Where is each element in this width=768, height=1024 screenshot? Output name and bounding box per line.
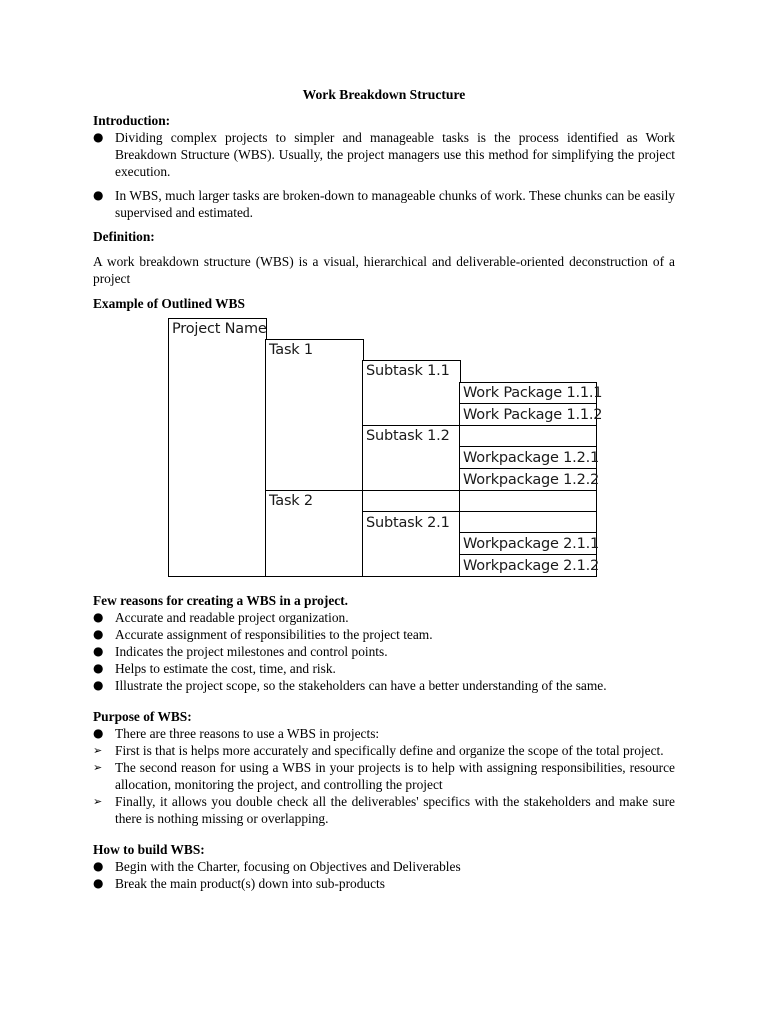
- bullet-icon: [93, 643, 109, 660]
- document-title: Work Breakdown Structure: [302, 87, 466, 102]
- bullet-icon: [93, 660, 109, 677]
- list-item: ● Dividing complex projects to simpler and manageable tasks is the process identified as Work Breakdown Structure (WBS). Usually, the project managers use this method for simplifying the project execution.: [93, 129, 675, 180]
- wbs-wp212-label: Workpackage 2.1.2: [463, 558, 600, 574]
- reasons-heading: Few reasons for creating a WBS in a project.: [93, 593, 349, 608]
- purpose-list: [93, 725, 675, 742]
- wbs-project-cell: [168, 318, 267, 577]
- wbs-task2-row-end-cell: [459, 490, 597, 512]
- wbs-diagram: [93, 318, 675, 584]
- bullet-icon: [93, 187, 109, 204]
- list-item: ● In WBS, much larger tasks are broken-down to manageable chunks of work. These chunks can be easily supervised and estimated.: [93, 187, 675, 221]
- wbs-task2-label: Task 2: [269, 493, 313, 509]
- list-item: ● Accurate assignment of responsibilities to the project team.: [93, 626, 675, 643]
- introduction-list: [93, 129, 675, 221]
- wbs-task2-row-cell: [362, 490, 461, 512]
- wbs-subtask12-label: Subtask 1.2: [366, 428, 450, 444]
- bullet-icon: [93, 725, 109, 742]
- list-item: ● Accurate and readable project organization.: [93, 609, 675, 626]
- wbs-empty-cell: [459, 425, 597, 447]
- list-item: ● Illustrate the project scope, so the stakeholders can have a better understanding of the same.: [93, 677, 675, 694]
- arrow-icon: [93, 793, 109, 810]
- list-item: ● There are three reasons to use a WBS in projects:: [93, 725, 675, 742]
- document-page: [93, 86, 675, 892]
- bullet-icon: [93, 875, 109, 892]
- bullet-icon: [93, 609, 109, 626]
- arrow-icon: [93, 759, 109, 776]
- build-heading: How to build WBS:: [93, 842, 205, 857]
- purpose-arrow-list: [93, 742, 675, 827]
- example-heading: Example of Outlined WBS: [93, 296, 245, 311]
- wbs-task1-label: Task 1: [269, 342, 313, 358]
- bullet-icon: [93, 858, 109, 875]
- bullet-icon: [93, 129, 109, 146]
- list-item: ● Break the main product(s) down into sub-products: [93, 875, 675, 892]
- wbs-project-label: Project Name: [172, 321, 267, 337]
- bullet-icon: [93, 626, 109, 643]
- wbs-wp112-label: Work Package 1.1.2: [463, 407, 603, 423]
- bullet-icon: [93, 677, 109, 694]
- arrow-icon: [93, 742, 109, 759]
- definition-heading: Definition:: [93, 229, 155, 244]
- list-item: ➢ Finally, it allows you double check all the deliverables' specifics with the stakeholders and make sure there is nothing missing or overlapping.: [93, 793, 675, 827]
- list-item: ➢ First is that is helps more accurately and specifically define and organize the scope of the total project.: [93, 742, 675, 759]
- reasons-list: [93, 609, 675, 694]
- purpose-heading: Purpose of WBS:: [93, 709, 192, 724]
- wbs-task1-cell: [265, 339, 364, 491]
- introduction-heading: Introduction:: [93, 113, 171, 128]
- definition-text: A work breakdown structure (WBS) is a visual, hierarchical and deliverable-oriented deconstruction of a project: [93, 254, 675, 286]
- build-list: [93, 858, 675, 892]
- list-item: ● Indicates the project milestones and control points.: [93, 643, 675, 660]
- list-item: ➢ The second reason for using a WBS in your projects is to help with assigning responsibilities, resource allocation, monitoring the project, and controlling the project: [93, 759, 675, 793]
- wbs-wp122-label: Workpackage 1.2.2: [463, 472, 600, 488]
- list-item: ● Begin with the Charter, focusing on Objectives and Deliverables: [93, 858, 675, 875]
- wbs-subtask11-label: Subtask 1.1: [366, 363, 450, 379]
- list-item: ● Helps to estimate the cost, time, and risk.: [93, 660, 675, 677]
- wbs-subtask21-label: Subtask 2.1: [366, 515, 450, 531]
- wbs-wp121-label: Workpackage 1.2.1: [463, 450, 600, 466]
- wbs-wp111-label: Work Package 1.1.1: [463, 385, 603, 401]
- wbs-empty-cell: [459, 511, 597, 533]
- wbs-wp211-label: Workpackage 2.1.1: [463, 536, 600, 552]
